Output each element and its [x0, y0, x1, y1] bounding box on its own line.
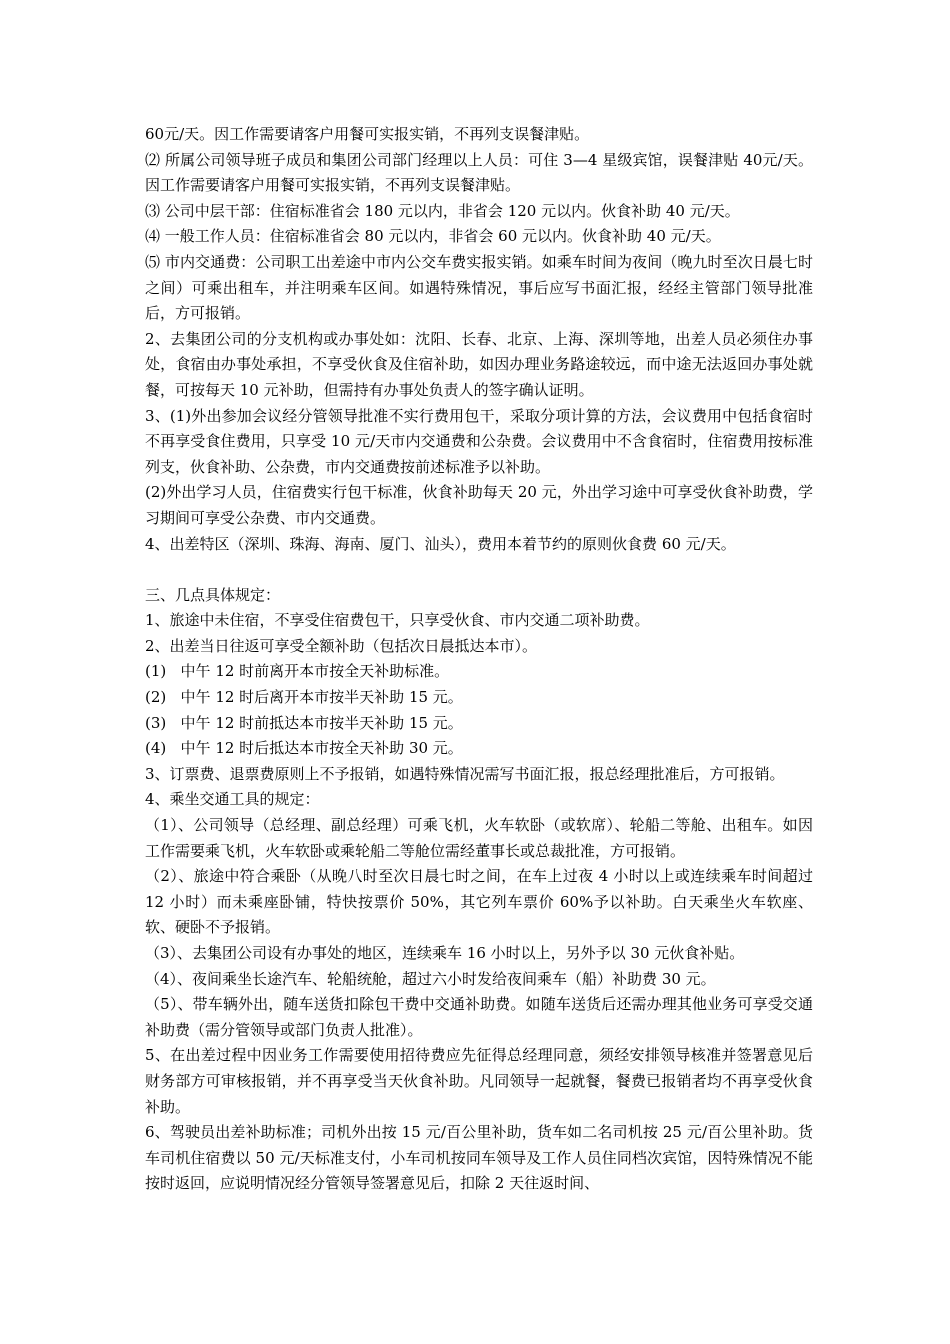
paragraph-rule-5: 5、在出差过程中因业务工作需要使用招待费应先征得总经理同意，须经安排领导核准并签署意见后财务部方可审核报销，并不再享受当天伙食补助。凡同领导一起就餐，餐费已报销者均不再享受伙食补助。 — [145, 1046, 813, 1116]
list-item-rule-2-3: (3) 中午 12 时前抵达本市按半天补助 15 元。 — [145, 713, 463, 732]
list-item-rule-4-5: （5）、带车辆外出，随车送货扣除包干费中交通补助费。如随车送货后还需办理其他业务可享受交通补助费（需分管领导或部门负责人批准）。 — [145, 995, 813, 1039]
list-item-rule-4-1: （1）、公司领导（总经理、副总经理）可乘飞机，火车软卧（或软席）、轮船二等舱、出租车。如因工作需要乘飞机，火车软卧或乘轮船二等舱位需经董事长或总裁批准，方可报销。 — [145, 816, 813, 860]
paragraph-rule-1: 1、旅途中未住宿，不享受住宿费包干，只享受伙食、市内交通二项补助费。 — [145, 611, 650, 630]
paragraph-special-zones: 4、出差特区（深圳、珠海、海南、厦门、汕头），费用本着节约的原则伙食费 60 元/天。 — [145, 534, 736, 553]
list-item-rule-2-4: (4) 中午 12 时后抵达本市按全天补助 30 元。 — [145, 739, 463, 758]
paragraph-item-2-leaders: ⑵ 所属公司领导班子成员和集团公司部门经理以上人员：可住 3—4 星级宾馆，误餐津贴 40元/天。因工作需要请客户用餐可实报实销，不再列支误餐津贴。 — [145, 150, 813, 195]
paragraph-rule-6: 6、驾驶员出差补助标准；司机外出按 15 元/百公里补助，货车如二名司机按 25 元/百公里补助。货车司机住宿费以 50 元/天标准支付，小车司机按同车领导及工作人员住同档次宾馆，因特殊情况不能按时返回，应说明情况经分管领导签署意见后，扣除 2 天往返时间、 — [145, 1123, 813, 1193]
paragraph-item-5-city-transport: ⑸ 市内交通费：公司职工出差途中市内公交车费实报实销。如乘车时间为夜间（晚九时至次日晨七时之间）可乘出租车，并注明乘车区间。如遇特殊情况，事后应写书面汇报，经经主管部门领导批准后，方可报销。 — [145, 252, 813, 323]
paragraph-meetings: 3、(1)外出参加会议经分管领导批准不实行费用包干，采取分项计算的方法，会议费用中包括食宿时不再享受食住费用，只享受 10 元/天市内交通费和公杂费。会议费用中不含食宿时，住宿费用按标准列支，伙食补助、公杂费，市内交通费按前述标准予以补助。 — [145, 406, 813, 476]
section-heading-specific-rules: 三、几点具体规定： — [145, 585, 281, 604]
document-body — [145, 122, 813, 1197]
list-item-rule-2-1: (1) 中午 12 时前离开本市按全天补助标准。 — [145, 662, 450, 681]
blank-line — [145, 557, 813, 583]
paragraph-item-4-general-staff: ⑷ 一般工作人员：住宿标准省会 80 元以内，非省会 60 元以内。伙食补助 40 元/天。 — [145, 227, 721, 246]
list-item-rule-2-2: (2) 中午 12 时后离开本市按半天补助 15 元。 — [145, 688, 463, 707]
list-item-rule-4-3: （3）、去集团公司设有办事处的地区，连续乘车 16 小时以上，另外予以 30 元伙食补贴。 — [145, 944, 745, 962]
paragraph-rule-2: 2、出差当日往返可享受全额补助（包括次日晨抵达本市）。 — [145, 636, 538, 655]
paragraph-rule-4: 4、乘坐交通工具的规定： — [145, 790, 320, 809]
paragraph-item-3-middle-managers: ⑶ 公司中层干部：住宿标准省会 180 元以内，非省会 120 元以内。伙食补助 40 元/天。 — [145, 201, 740, 220]
list-item-rule-4-2: （2）、旅途中符合乘卧（从晚八时至次日晨七时之间，在车上过夜 4 小时以上或连续乘车时间超过 12 小时）而未乘座卧铺，特快按票价 50%，其它列车票价 60%予以补助。白天乘坐火车软座、软、硬卧不予报销。 — [145, 867, 813, 937]
paragraph-rule-3: 3、订票费、退票费原则上不予报销，如遇特殊情况需写书面汇报，报总经理批准后，方可报销。 — [145, 764, 785, 783]
paragraph-meal-allowance-tail: 60元/天。因工作需要请客户用餐可实报实销，不再列支误餐津贴。 — [145, 125, 590, 143]
list-item-rule-4-4: （4）、夜间乘坐长途汽车、轮船统舱，超过六小时发给夜间乘车（船）补助费 30 元。 — [145, 969, 716, 988]
paragraph-branch-offices: 2、去集团公司的分支机构或办事处如：沈阳、长春、北京、上海、深圳等地，出差人员必须住办事处，食宿由办事处承担，不享受伙食及住宿补助，如因办理业务路途较远，而中途无法返回办事处就餐，可按每天 10 元补助，但需持有办事处负责人的签字确认证明。 — [145, 329, 813, 399]
paragraph-study-trips: (2)外出学习人员，住宿费实行包干标准，伙食补助每天 20 元，外出学习途中可享受伙食补助费，学习期间可享受公杂费、市内交通费。 — [145, 483, 813, 527]
